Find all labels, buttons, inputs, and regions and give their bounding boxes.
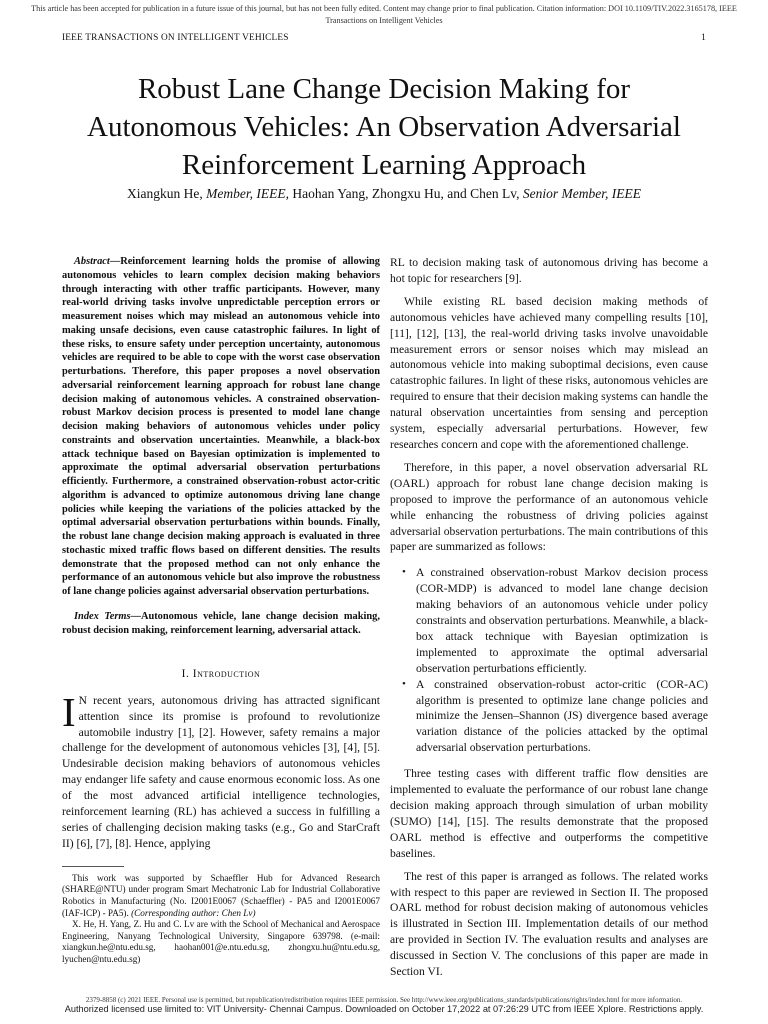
page-number: 1 (701, 33, 706, 43)
list-item (390, 677, 708, 757)
right-column (390, 255, 708, 987)
bullet-icon: • (402, 677, 406, 690)
title-line-2: Autonomous Vehicles: An Observation Adversarial (87, 111, 681, 143)
footnote-divider (62, 866, 124, 867)
drop-cap: I (62, 688, 76, 735)
section-heading-introduction (62, 667, 380, 683)
acceptance-notice (20, 3, 748, 27)
author-last-role: Senior Member, IEEE (522, 186, 641, 201)
index-terms (62, 610, 380, 638)
right-paragraph-4: Three testing cases with different traffic flow densities are implemented to evaluate the performance of our robust lane change decision making approach through simulation of urban mobility (SUMO) [14], [15]. The results demonstrate that the proposed OARL method is effective and outperforms the competitive baselines. (390, 767, 708, 860)
section-numeral: I. (181, 668, 190, 681)
right-paragraph-3: Therefore, in this paper, a novel observation adversarial RL (OARL) approach for robust lane change decision making is proposed to improve the performance of an autonomous vehicle while enhancing the robustness of driving policies against adversarial observation perturbations. The main contributions of this paper are summarized as follows: (390, 460, 708, 554)
authorized-use-line: Authorized licensed use limited to: VIT University- Chennai Campus. Downloaded on October 17,2022 at 07:26:29 UTC from IEEE Xplore. Restrictions apply. (64, 1004, 704, 1014)
footnote-funding (62, 873, 380, 919)
author-rest: , Haohan Yang, Zhongxu Hu, and Chen Lv, (285, 186, 520, 201)
right-paragraph-1: RL to decision making task of autonomous driving has become a hot topic for researchers [9]. (390, 256, 708, 285)
list-item (390, 565, 708, 676)
acceptance-notice-line1: This article has been accepted for publication in a future issue of this journal, but has not been fully edited. Content may change prior to final publication. Citation information: DOI 10.1109/TIV.2022.3165178, IEEE (31, 4, 737, 13)
bullet-icon: • (402, 566, 406, 579)
author-1: Xiangkun He, (127, 186, 203, 201)
abstract-label: Abstract (74, 256, 110, 267)
list-item-text: A constrained observation-robust Markov decision process (COR-MDP) is advanced to model lane change decision making behaviors of an autonomous vehicle under policy constraints and observation perturbations. Meanwhile, a black-box attack technique with Bayesian optimization is implemented to approximate the optimal adversarial observation perturbations efficiently. (416, 566, 708, 675)
paper-title (40, 70, 728, 184)
index-terms-text: —Autonomous vehicle, lane change decision making, robust decision making, reinforcement learning, adversarial attack. (62, 610, 380, 636)
section-title: Introduction (192, 668, 261, 681)
index-terms-label: Index Terms (74, 610, 131, 622)
corresponding-author-note: (Corresponding author: Chen Lv) (131, 907, 256, 918)
author-list (40, 186, 728, 202)
title-line-3: Reinforcement Learning Approach (181, 149, 587, 181)
title-line-1: Robust Lane Change Decision Making for (137, 73, 631, 105)
abstract (62, 255, 380, 599)
list-item-text: A constrained observation-robust actor-critic (COR-AC) algorithm is presented to optimize lane change policies and minimize the Jensen–Shannon (JS) divergence based average variation distance of the policies attacked by the optimal adversarial observation perturbations. (416, 677, 708, 755)
contribution-list (390, 565, 708, 756)
left-column (62, 255, 380, 966)
intro-paragraph (62, 688, 380, 852)
copyright-line: 2379-8858 (c) 2021 IEEE. Personal use is permitted, but republication/redistribution requires IEEE permission. See http://www.ieee.org/publications_standards/publications/rights/index.html for more information. (85, 996, 683, 1004)
footnote-affiliation: X. He, H. Yang, Z. Hu and C. Lv are with the School of Mechanical and Aerospace Engineering, Nanyang Technological University, Singapore 639798. (e-mail: xiangkun.he@ntu.edu.sg, haohan001@e.ntu.edu.sg, zhongxu.hu@ntu.edu.sg, lyuchen@ntu.edu.sg) (62, 919, 380, 964)
right-paragraph-2: While existing RL based decision making methods of autonomous vehicles have achieved many compelling results [10], [11], [12], [13], the real-world driving tasks involve unavoidable measurement errors or sensor noises which may mislead an autonomous vehicle into making suboptimal decisions, even cause catastrophic failures. In light of these risks, autonomous vehicles are required to ensure that their decision making systems can handle the natural observation uncertainties from sensing and perception system, especially adversarial perturbations. However, few researches concern and cope with the aforementioned challenge. (390, 294, 708, 451)
abstract-text: —Reinforcement learning holds the promise of allowing autonomous vehicles to learn complex decision making behaviors through interacting with other traffic participants. However, many real-world driving tasks involve unpredictable perception errors or measurement noises which may mislead an autonomous vehicle into making unsafe decisions, even cause catastrophic failures. In light of these risks, to ensure safety under perception uncertainty, autonomous vehicles are required to be able to cope with the worst case observation perturbations. Therefore, this paper proposes a novel observation adversarial reinforcement learning approach for robust lane change decision making of autonomous vehicles. A constrained observation-robust Markov decision process is presented to model lane change decision making behaviors of autonomous vehicles under policy constraints and observation uncertainties. Meanwhile, a black-box attack technique based on Bayesian optimization is implemented to approximate the optimal adversarial observation perturbations efficiently. Furthermore, a constrained observation-robust actor-critic algorithm is advanced to optimize autonomous driving lane change policies while keeping the variations of the policies attacked by the optimal adversarial observation perturbations within bounds. Finally, the robust lane change decision making approach is evaluated in three stochastic mixed traffic flows based on different densities. The results demonstrate that the proposed method can not only enhance the performance of an autonomous vehicle but also improve the robustness of lane change policies against adversarial observation perturbations. (62, 256, 380, 597)
footnote-funding-text: This work was supported by Schaeffler Hub for Advanced Research (SHARE@NTU) under program Smart Mechatronic Lab for Industrial Collaborative Robotics in Manufacturing (No. I2001E0067 (Schaeffler) - PA5 and I2001E0067 (IAF-ICP) - PA5). (62, 872, 380, 918)
journal-name: IEEE TRANSACTIONS ON INTELLIGENT VEHICLES (62, 33, 289, 43)
right-paragraph-5: The rest of this paper is arranged as follows. The related works with respect to this paper are reviewed in Section II. The proposed OARL method for robust decision making of autonomous vehicles is illustrated in Section III. Implementation details of our method are provided in Section IV. The evaluation results and analyses are discussed in Section V. The conclusions of this paper are made in Section VI. (390, 869, 708, 979)
acceptance-notice-line2: Transactions on Intelligent Vehicles (325, 15, 443, 25)
intro-text: N recent years, autonomous driving has attracted significant attention since its promise is profound to revolutionize automobile industry [1], [2]. However, safety remains a major challenge for the development of autonomous vehicles [3], [4], [5]. Undesirable decision making behaviors of autonomous vehicles may endanger life safety and cause enormous economic loss. As one of the most advanced artificial intelligence technologies, reinforcement learning (RL) has achieved a success in fulfilling a series of challenging decision making tasks (e.g., Go and StarCraft II) [6], [7], [8]. Hence, applying (62, 693, 380, 850)
author-1-role: Member, IEEE (206, 186, 286, 201)
